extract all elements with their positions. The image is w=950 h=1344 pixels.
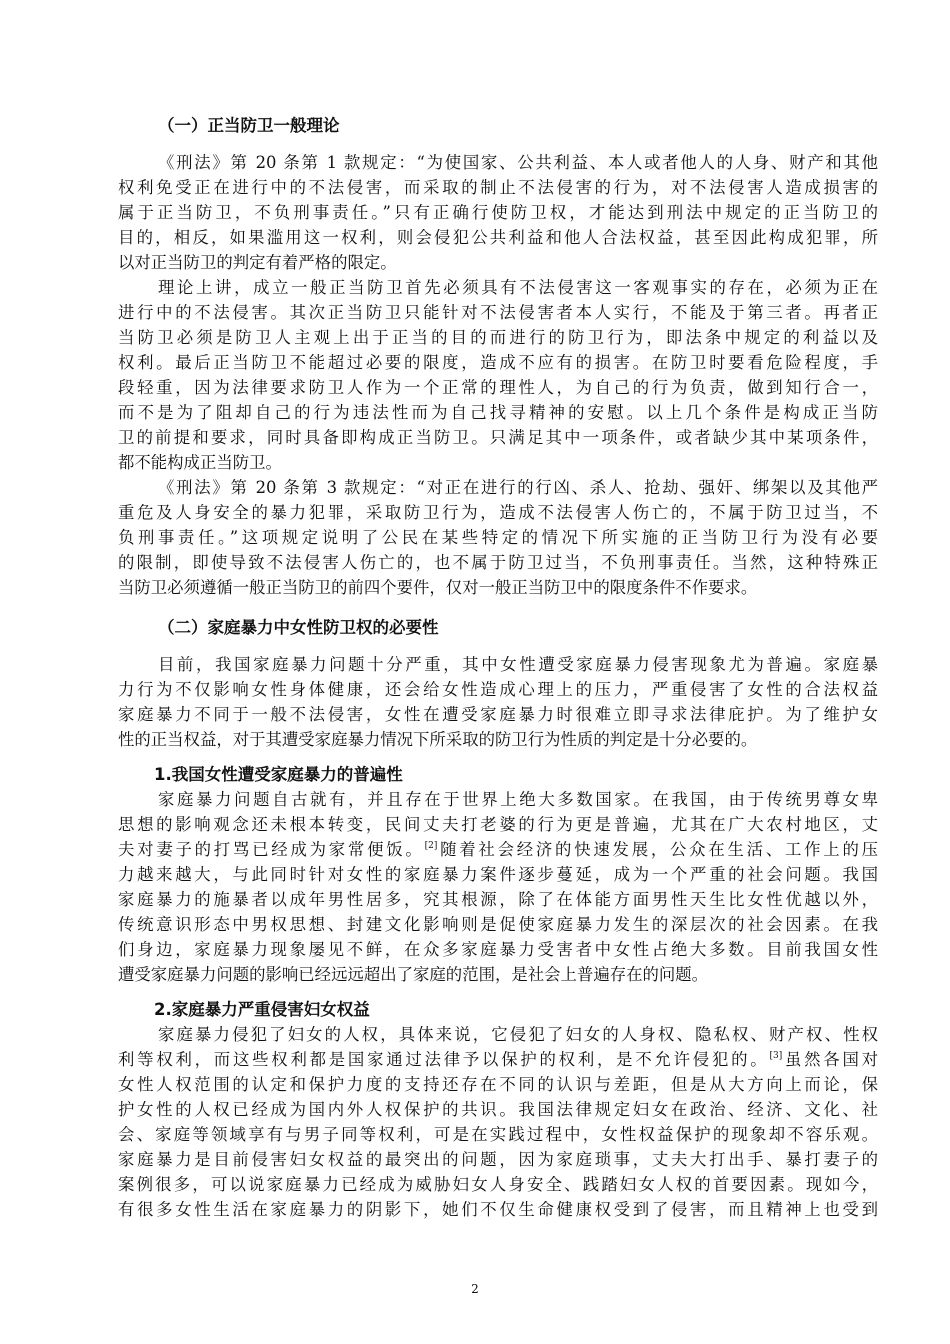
text-line: 重危及人身安全的暴力犯罪，采取防卫行为，造成不法侵害人伤亡的，不属于防卫过当，不 (118, 503, 878, 522)
text-line: 护女性的人权已经成为国内外人权保护的共识。我国法律规定妇女在政治、经济、文化、社 (118, 1100, 878, 1119)
text-line: 性的正当权益，对于其遭受家庭暴力情况下所采取的防卫行为性质的判定是十分必要的。 (118, 730, 758, 749)
text-line: 目前，我国家庭暴力问题十分严重，其中女性遭受家庭暴力侵害现象尤为普遍。家庭暴 (158, 655, 878, 674)
footnote-ref: [3] (769, 1051, 783, 1061)
text-line: 《刑法》第 20 条第 3 款规定：“对正在进行的行凶、杀人、抢劫、强奸、绑架以及其他严 (158, 478, 878, 497)
text-line: 女性人权范围的认定和保护力度的支持还存在不同的认识与差距，但是从大方向上而论，保 (118, 1075, 878, 1094)
text-line: 案例很多，可以说家庭暴力已经成为威胁妇女人身安全、践踏妇女人权的首要因素。现如今， (118, 1175, 878, 1194)
paragraph (118, 787, 878, 987)
section-heading: （二）家庭暴力中女性防卫权的必要性 (158, 618, 439, 637)
paragraph (118, 150, 878, 275)
paragraph (118, 275, 878, 475)
text-line: 遭受家庭暴力问题的影响已经远远超出了家庭的范围，是社会上普遍存在的问题。 (118, 965, 709, 984)
text-line: 段轻重，因为法律要求防卫人作为一个正常的理性人，为自己的行为负责，做到知行合一， (118, 378, 878, 397)
subsection-heading: 2.家庭暴力严重侵害妇女权益 (154, 1000, 370, 1019)
text-line: 以对正当防卫的判定有着严格的限定。 (118, 253, 397, 272)
text-segment: 随着社会经济的快速发展，公众在生活、工作上的压 (437, 840, 879, 859)
text-line: 权利。最后正当防卫不能超过必要的限度，造成不应有的损害。在防卫时要看危险程度，手 (118, 353, 878, 372)
text-segment: 夫对妻子的打骂已经成为家常便饭。 (118, 840, 425, 859)
text-line: 权利免受正在进行中的不法侵害，而采取的制止不法侵害的行为，对不法侵害人造成损害的 (118, 178, 878, 197)
text-line: 家庭暴力问题自古就有，并且存在于世界上绝大多数国家。在我国，由于传统男尊女卑 (158, 790, 878, 809)
footnote-ref: [2] (424, 841, 438, 851)
text-line: 而不是为了阻却自己的行为违法性而为自己找寻精神的安慰。以上几个条件是构成正当防 (118, 403, 878, 422)
text-line: 卫的前提和要求，同时具备即构成正当防卫。只满足其中一项条件，或者缺少其中某项条件， (118, 428, 878, 447)
text-segment: 利等权利，而这些权利都是国家通过法律予以保护的权利，是不允许侵犯的。 (118, 1050, 770, 1069)
text-line: 家庭暴力不同于一般不法侵害，女性在遭受家庭暴力时很难立即寻求法律庇护。为了维护女 (118, 705, 878, 724)
text-line: 家庭暴力是目前侵害妇女权益的最突出的问题，因为家庭琐事，丈夫大打出手、暴打妻子的 (118, 1150, 878, 1169)
text-line: 进行中的不法侵害。其次正当防卫只能针对不法侵害者本人实行，不能及于第三者。再者正 (118, 303, 878, 322)
text-line: 会、家庭等领域享有与男子同等权利，可是在实践过程中，女性权益保护的现象却不容乐观。 (118, 1125, 878, 1144)
text-line: 都不能构成正当防卫。 (118, 453, 282, 472)
text-line-with-footnote (118, 837, 878, 862)
text-line-with-footnote (118, 1047, 878, 1072)
text-line: 属于正当防卫，不负刑事责任。”只有正确行使防卫权，才能达到刑法中规定的正当防卫的 (118, 203, 878, 222)
page-number: 2 (471, 1282, 479, 1296)
text-line: 《刑法》第 20 条第 1 款规定：“为使国家、公共利益、本人或者他人的人身、财产和其他 (158, 153, 878, 172)
text-line: 有很多女性生活在家庭暴力的阴影下，她们不仅生命健康权受到了侵害，而且精神上也受到 (118, 1200, 878, 1219)
text-line: 家庭暴力侵犯了妇女的人权，具体来说，它侵犯了妇女的人身权、隐私权、财产权、性权 (158, 1025, 878, 1044)
paragraph (118, 1022, 878, 1222)
text-line: 当防卫必须遵循一般正当防卫的前四个要件，仅对一般正当防卫中的限度条件不作要求。 (118, 578, 758, 597)
document-page (118, 108, 878, 1222)
text-line: 力越来越大，与此同时针对女性的家庭暴力案件逐步蔓延，成为一个严重的社会问题。我国 (118, 865, 878, 884)
section-heading: （一）正当防卫一般理论 (158, 116, 340, 135)
text-line: 思想的影响观念还未根本转变，民间丈夫打老婆的行为更是普遍，尤其在广大农村地区，丈 (118, 815, 878, 834)
text-line: 们身边，家庭暴力现象屡见不鲜，在众多家庭暴力受害者中女性占绝大多数。目前我国女性 (118, 940, 878, 959)
text-line: 的限制，即使导致不法侵害人伤亡的，也不属于防卫过当，不负刑事责任。当然，这种特殊正 (118, 553, 878, 572)
text-segment: 虽然各国对 (782, 1050, 879, 1069)
subsection-heading: 1.我国女性遭受家庭暴力的普遍性 (154, 765, 403, 784)
text-line: 力行为不仅影响女性身体健康，还会给女性造成心理上的压力，严重侵害了女性的合法权益 (118, 680, 878, 699)
text-line: 传统意识形态中男权思想、封建文化影响则是促使家庭暴力发生的深层次的社会因素。在我 (118, 915, 878, 934)
paragraph (118, 652, 878, 752)
text-line: 目的，相反，如果滥用这一权利，则会侵犯公共利益和他人合法权益，甚至因此构成犯罪，所 (118, 228, 878, 247)
paragraph (118, 475, 878, 600)
text-line: 家庭暴力的施暴者以成年男性居多，究其根源，除了在体能方面男性天生比女性优越以外， (118, 890, 878, 909)
text-line: 当防卫必须是防卫人主观上出于正当的目的而进行的防卫行为，即法条中规定的利益以及 (118, 328, 878, 347)
text-line: 负刑事责任。”这项规定说明了公民在某些特定的情况下所实施的正当防卫行为没有必要 (118, 528, 878, 547)
text-line: 理论上讲，成立一般正当防卫首先必须具有不法侵害这一客观事实的存在，必须为正在 (158, 278, 878, 297)
